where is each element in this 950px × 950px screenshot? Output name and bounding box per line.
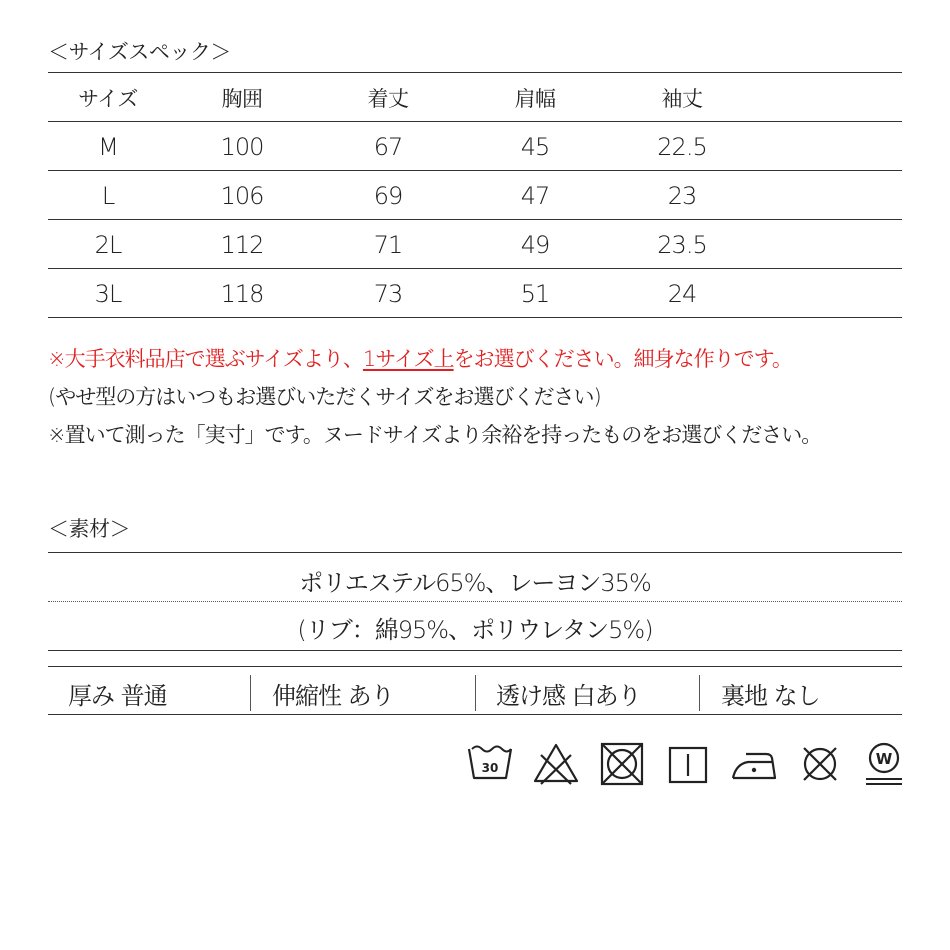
size-advice-prefix: ※大手衣料品店で選ぶサイズより、: [48, 347, 363, 371]
iron-low-icon: [730, 740, 778, 788]
table-bottom-rule: [48, 317, 902, 318]
table-row-rule: [48, 268, 902, 269]
size-advice-note: [48, 343, 792, 373]
cell-shoulder: 45: [520, 133, 550, 161]
property-value: あり: [347, 682, 394, 710]
header-size: サイズ: [78, 87, 138, 111]
wet-clean-label: W: [875, 750, 893, 768]
table-top-rule: [48, 72, 902, 73]
cell-shoulder: 49: [520, 231, 550, 259]
cell-size: 3L: [94, 280, 122, 308]
property-label: 透け感: [496, 682, 565, 710]
header-sleeve: 袖丈: [661, 87, 703, 111]
property-label: 伸縮性: [272, 682, 341, 710]
material-divider: [48, 601, 902, 602]
measurement-note: ※置いて測った「実寸」です。ヌードサイズより余裕を持ったものをお選びください。: [48, 423, 822, 447]
property-value: 白あり: [571, 682, 641, 710]
cell-chest: 106: [220, 182, 264, 210]
wash-30-icon: [466, 740, 514, 788]
material-bottom-rule: [48, 650, 902, 651]
cell-size: M: [98, 133, 118, 161]
wet-clean-icon: [860, 740, 908, 788]
cell-size: 2L: [94, 231, 122, 259]
property-value: なし: [773, 682, 820, 710]
property-value: 普通: [120, 682, 167, 710]
size-advice-suffix: をお選びください。細身な作りです。: [453, 347, 792, 371]
cell-length: 73: [373, 280, 403, 308]
cell-shoulder: 51: [520, 280, 550, 308]
property-thickness: [68, 676, 167, 711]
material-title: ＜素材＞: [48, 517, 130, 541]
no-dry-clean-icon: [796, 740, 844, 788]
cell-chest: 100: [220, 133, 264, 161]
header-shoulder: 肩幅: [514, 87, 556, 111]
slim-note: (やせ型の方はいつもお選びいただくサイズをお選びください): [48, 385, 601, 409]
property-sheerness: [496, 676, 641, 711]
cell-sleeve: 23.5: [657, 231, 707, 259]
property-separator: [250, 675, 251, 711]
material-rib: (リブ：綿95%、ポリウレタン5%): [297, 616, 653, 644]
properties-bottom-rule: [48, 714, 902, 715]
property-lining: [721, 676, 820, 711]
no-tumble-dry-icon: [598, 740, 646, 788]
size-advice-highlight: 1サイズ上: [362, 347, 454, 371]
header-length: 着丈: [367, 87, 409, 111]
table-row-rule: [48, 170, 902, 171]
material-main: ポリエステル65%、レーヨン35%: [299, 569, 651, 597]
cell-chest: 112: [220, 231, 264, 259]
table-row-rule: [48, 219, 902, 220]
cell-sleeve: 23: [667, 182, 697, 210]
material-top-rule: [48, 552, 902, 553]
cell-chest: 118: [220, 280, 264, 308]
property-separator: [475, 675, 476, 711]
property-label: 裏地: [721, 682, 767, 710]
property-stretch: [272, 676, 394, 711]
cell-length: 69: [373, 182, 403, 210]
wash-temp-label: 30: [481, 761, 499, 775]
line-dry-icon: [664, 740, 712, 788]
cell-sleeve: 22.5: [657, 133, 707, 161]
property-separator: [699, 675, 700, 711]
no-bleach-icon: [532, 740, 580, 788]
cell-length: 71: [373, 231, 403, 259]
table-header-rule: [48, 121, 902, 122]
cell-size: L: [101, 182, 115, 210]
property-label: 厚み: [68, 682, 114, 710]
header-chest: 胸囲: [221, 87, 263, 111]
size-spec-title: ＜サイズスペック＞: [48, 40, 231, 64]
cell-shoulder: 47: [520, 182, 550, 210]
cell-length: 67: [373, 133, 403, 161]
properties-top-rule: [48, 666, 902, 667]
cell-sleeve: 24: [667, 280, 697, 308]
